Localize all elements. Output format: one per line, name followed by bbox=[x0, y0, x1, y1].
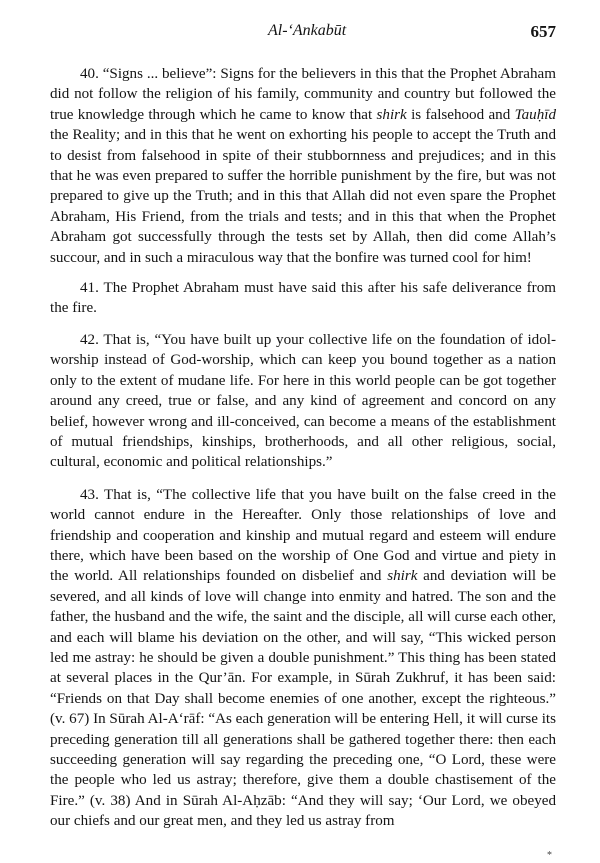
term-tauhid: Tauḥīd bbox=[514, 106, 556, 123]
page-header bbox=[0, 22, 600, 48]
note-40-text: is falsehood and bbox=[406, 106, 515, 123]
note-43-text: and deviation will be severed, and all kinds of love will change into enmity and hatred. The son and the father, the husband and the wife, the saint and the disciple, all will curse each other, and each will blame his deviation on the other, and will say, “This wicked person led me astray: he should be given a double punishment.” This thing has been stated at several places in the Qur’ān. For example, in Sūrah Zukhruf, it has been said: “Friends on that Day shall become enemies of one another, except the righteous.” (v. 67) In Sūrah Al-A‘rāf: “As each generation will be entering Hell, it will curse its preceding generation till all generations shall be gathered together there: then each succeeding generation will say regarding the preceding one, “O Lord, these were the people who led us astray; therefore, give them a double chastisement of the Fire.” (v. 38) And in Sūrah Al-Aḥzāb: “And they will say; ‘Our Lord, we obeyed our chiefs and our great men, and they led us astray from bbox=[50, 568, 557, 830]
note-43-text: 43. That is, “The collective life that you have built on the false creed in the world cannot endure in the Hereafter. Only those relationships of love and friendship and cooperation and kinship and mutual regard and esteem will endure there, which have been based on the worship of One God and virtue and piety in the world. All relationships founded on disbelief and bbox=[50, 486, 556, 585]
note-42: 42. That is, “You have built up your collective life on the foundation of idol-worship instead of God-worship, which can keep you bound together as a nation only to the extent of mudane life. For here in this world people can be got together around any creed, true or false, and any kind of agreement and concord on any belief, however wrong and ill-conceived, can become a means of the establishment of mutual friendships, kinships, brotherhoods, and all other religious, social, cultural, economic and political relationships.” bbox=[50, 331, 556, 471]
note-40-text: the Reality; and in this that he went on exhorting his people to accept the Truth and to desist from falsehood in spite of their stubbornness and prejudices; and in this that he was even prepared to suffer the horrible punishment by the fire, but was not prepared to give up the Truth; and in this that Allah did not even spare the Prophet Abraham, His Friend, from the trials and tests; and in this that when the Prophet Abraham got successfully through the tests set by Allah, then did come Allah’s succour, and in such a miraculous way that the bonfire was turned cool for him! bbox=[50, 127, 556, 266]
term-shirk: shirk bbox=[376, 106, 407, 123]
page-number: 657 bbox=[530, 22, 556, 41]
page-corner-mark: * bbox=[547, 850, 552, 861]
note-40 bbox=[50, 64, 556, 268]
commentary-notes bbox=[50, 64, 556, 832]
note-43 bbox=[50, 485, 556, 832]
surah-title: Al-‘Ankabūt bbox=[268, 22, 347, 39]
note-41: 41. The Prophet Abraham must have said this after his safe deliverance from the fire. bbox=[50, 280, 556, 317]
note-40-text: 40. “Signs ... believe”: Signs for the believers in this that the Prophet Abraham did not follow the religion of his family, community and country but followed the true knowledge through which he came to know that bbox=[50, 66, 556, 123]
term-shirk: shirk bbox=[387, 568, 418, 585]
